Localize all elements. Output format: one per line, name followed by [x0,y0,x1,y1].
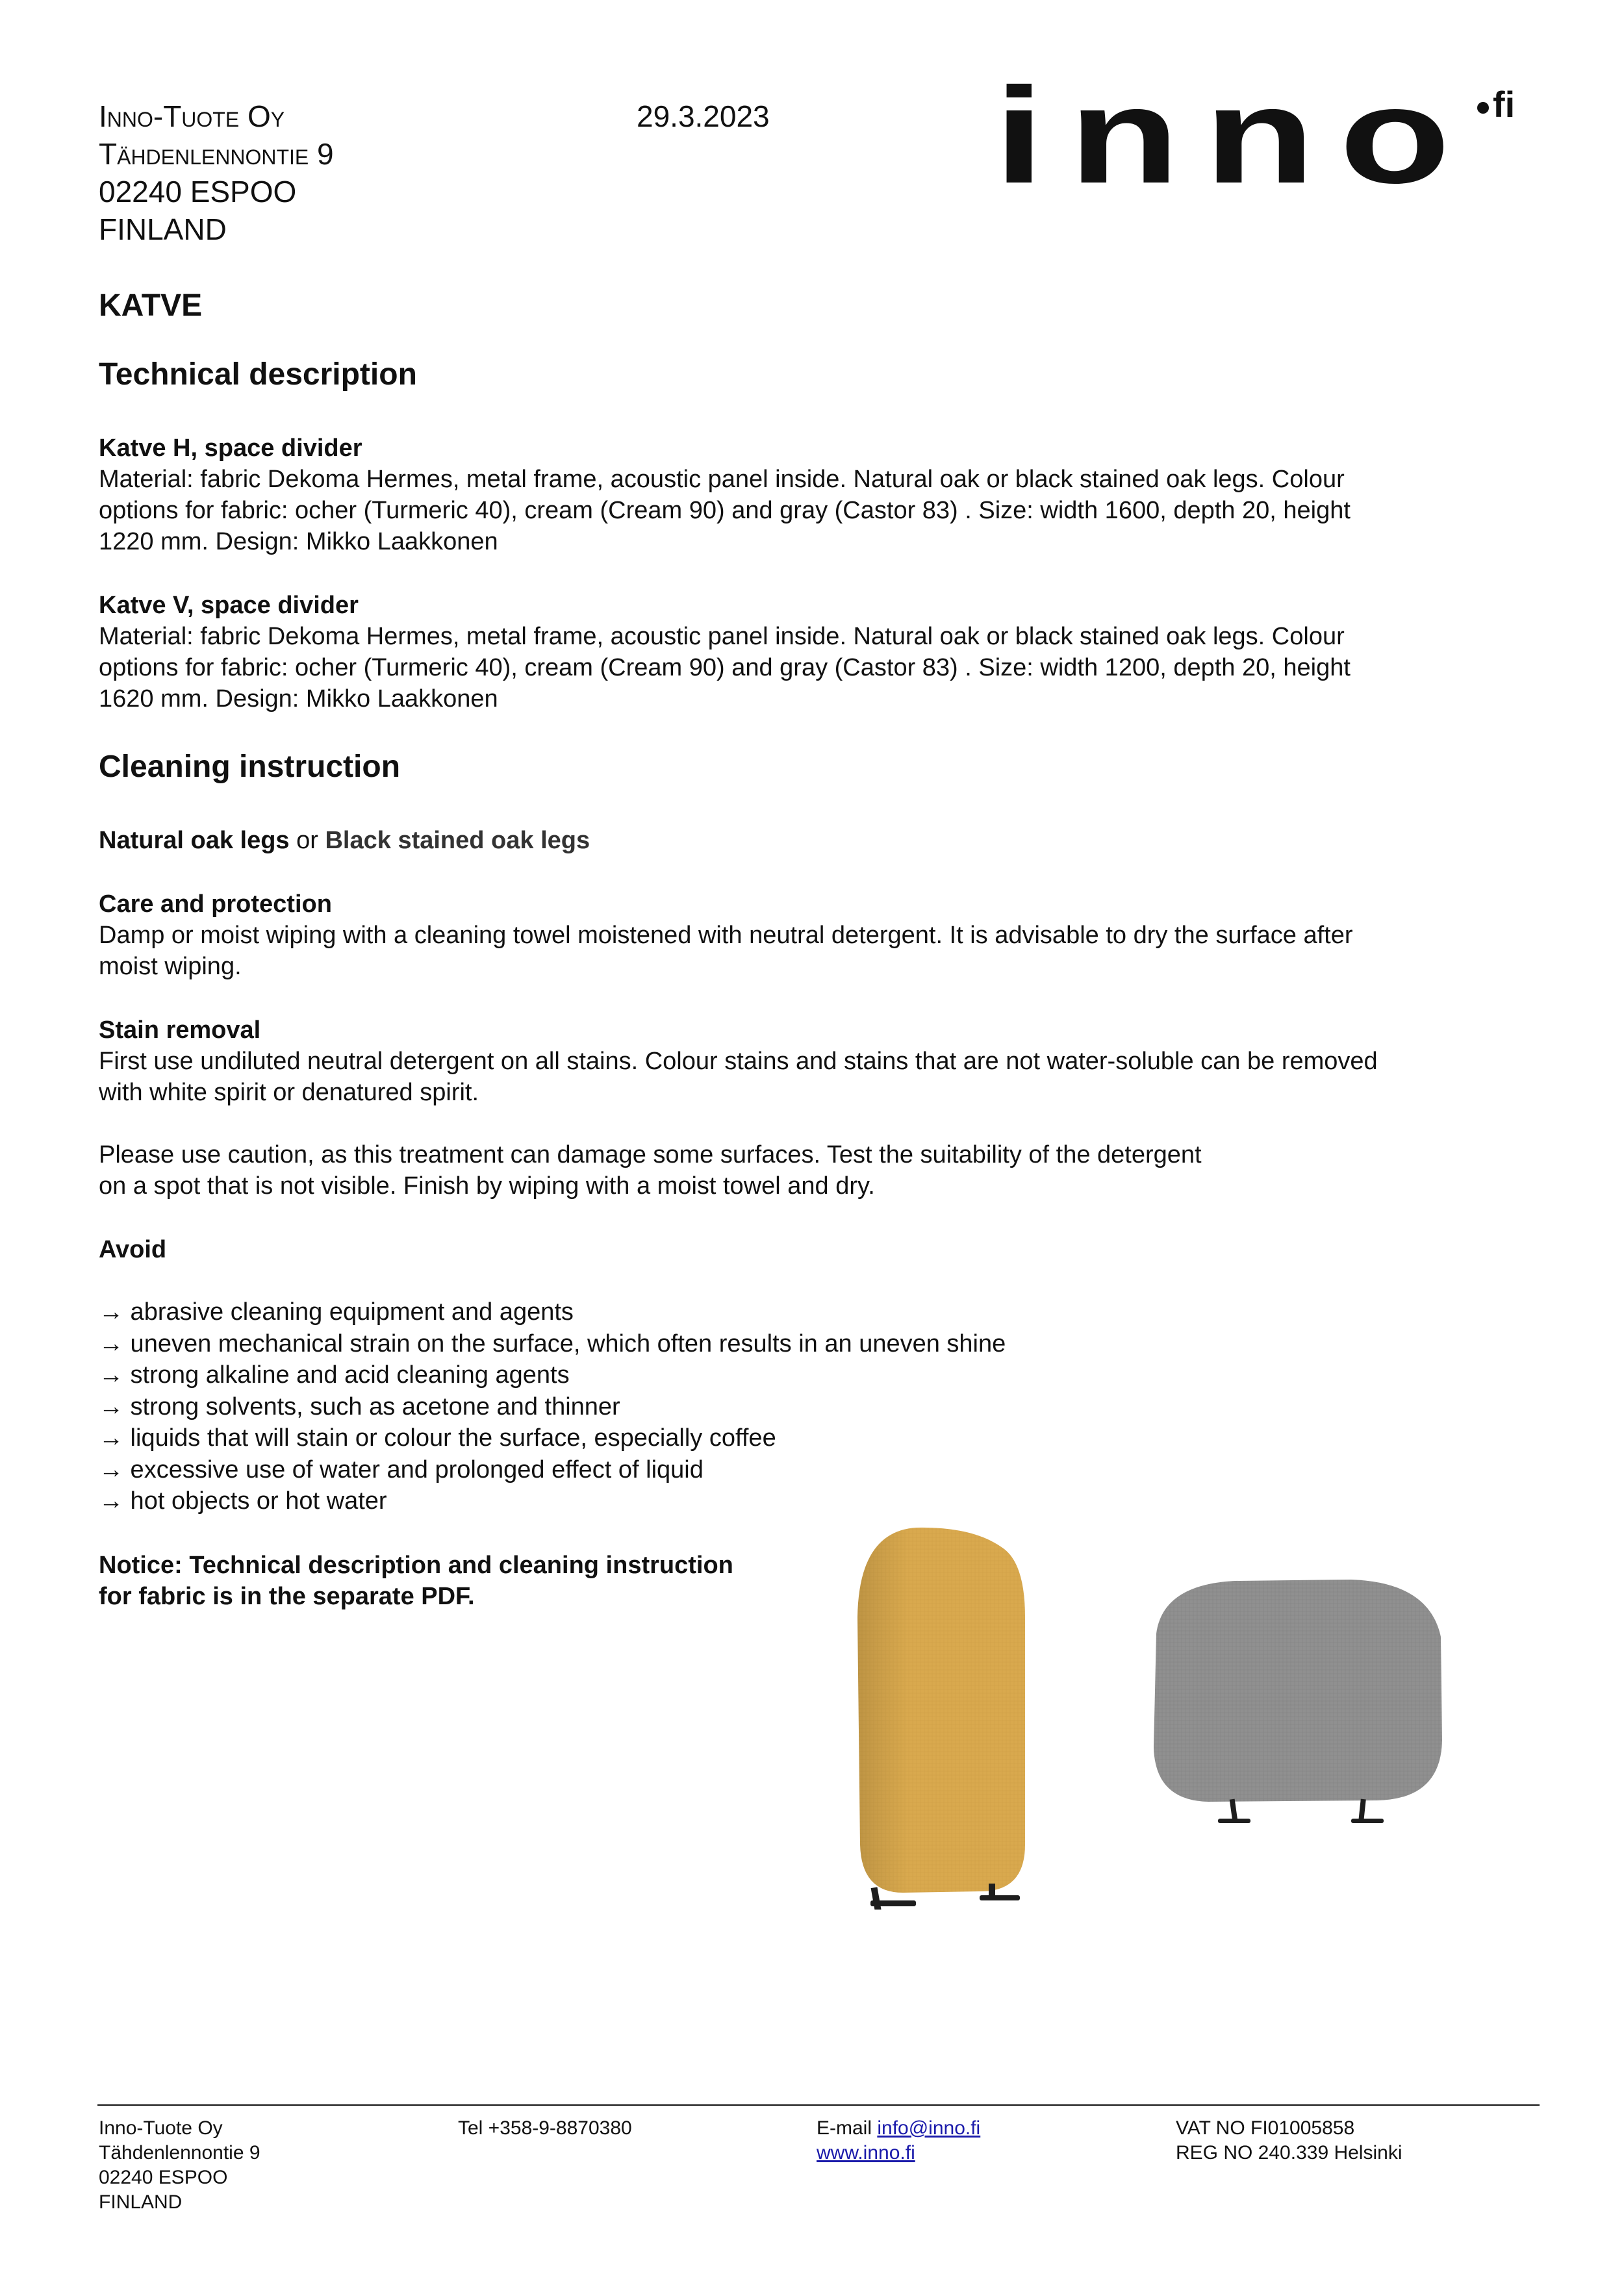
text-line: options for fabric: ocher (Turmeric 40), cream (Cream 90) and gray (Castor 83) . Size: width 1600, depth 20, height [99,497,1351,524]
text-line: First use undiluted neutral detergent on all stains. Colour stains and stains that are not water-soluble can be removed [99,1048,1378,1075]
footer-tel: Tel +358-9-8870380 [458,2117,632,2139]
fabric-notice [99,1550,846,1612]
logo-suffix: fi [1493,84,1516,125]
text-line: Notice: Technical description and cleaning instruction [99,1552,733,1579]
legs-or: or [296,827,318,854]
text-line: options for fabric: ocher (Turmeric 40), cream (Cream 90) and gray (Castor 83) . Size: width 1200, depth 20, height [99,654,1351,681]
text-line: moist wiping. [99,953,242,980]
text-line: Please use caution, as this treatment can damage some surfaces. Test the suitability of the detergent [99,1141,1202,1168]
text-line: Damp or moist wiping with a cleaning towel moistened with neutral detergent. It is advisable to dry the surface after [99,922,1353,949]
reg-number: REG NO 240.339 Helsinki [1176,2142,1402,2164]
text-line: Material: fabric Dekoma Hermes, metal frame, acoustic panel inside. Natural oak or black stained oak legs. Colour [99,466,1345,493]
logo-dot [1477,102,1489,114]
legs-options [99,825,1541,856]
website-link[interactable]: www.inno.fi [817,2142,915,2164]
text-line: Tähdenlennontie 9 [99,2142,260,2164]
text-line: Inno-Tuote Oy [99,2117,223,2139]
logo-wordmark: inno [994,82,1475,192]
legs-natural: Natural oak legs [99,827,290,854]
katve-h-description [99,464,1541,557]
company-street: Tähdenlennontie 9 [99,137,334,171]
stain-text [99,1046,1541,1108]
list-item: → excessive use of water and prolonged effect of liquid [99,1456,704,1483]
text-line: on a spot that is not visible. Finish by wiping with a moist towel and dry. [99,1172,875,1200]
text-line: for fabric is in the separate PDF. [99,1583,475,1610]
avoid-list [99,1296,1006,1517]
list-item: → uneven mechanical strain on the surface, which often results in an uneven shine [99,1330,1006,1357]
inno-logo [994,82,1533,192]
company-postal: 02240 ESPOO [99,175,297,208]
email-label: E-mail [817,2117,878,2139]
stain-title: Stain removal [99,1016,261,1044]
footer-contact [817,2116,980,2165]
katve-v-title: Katve V, space divider [99,592,359,619]
vat-number: VAT NO FI01005858 [1176,2117,1355,2139]
text-line: 1620 mm. Design: Mikko Laakkonen [99,685,498,713]
list-item: → abrasive cleaning equipment and agents [99,1298,574,1326]
care-title: Care and protection [99,890,332,918]
text-line: FINLAND [99,2191,183,2213]
footer-address [99,2116,260,2215]
text-line: Material: fabric Dekoma Hermes, metal frame, acoustic panel inside. Natural oak or black stained oak legs. Colour [99,623,1345,650]
text-line: 02240 ESPOO [99,2167,228,2188]
text-line: with white spirit or denatured spirit. [99,1079,479,1106]
avoid-title: Avoid [99,1236,167,1263]
list-item: → liquids that will stain or colour the surface, especially coffee [99,1424,776,1452]
document-date: 29.3.2023 [637,99,770,133]
email-link[interactable]: info@inno.fi [877,2117,981,2139]
cleaning-heading: Cleaning instruction [99,750,401,784]
list-item: → strong alkaline and acid cleaning agents [99,1361,570,1389]
katve-v-description [99,621,1541,714]
company-address [99,97,334,248]
katve-v-ocher-divider [857,1528,1025,1910]
product-title: KATVE [99,288,203,323]
tech-heading: Technical description [99,357,417,392]
text-line: 1220 mm. Design: Mikko Laakkonen [99,528,498,555]
care-text [99,920,1541,982]
caution-text [99,1139,1541,1202]
katve-h-gray-divider [1154,1580,1442,1823]
footer-registration [1176,2116,1402,2165]
legs-black: Black stained oak legs [325,827,590,854]
product-photos [844,1520,1468,1910]
footer-rule [97,2104,1540,2106]
list-item: → hot objects or hot water [99,1487,387,1515]
katve-h-title: Katve H, space divider [99,435,362,462]
list-item: → strong solvents, such as acetone and thinner [99,1393,620,1420]
company-country: FINLAND [99,212,227,246]
company-name: Inno-Tuote Oy [99,99,285,133]
